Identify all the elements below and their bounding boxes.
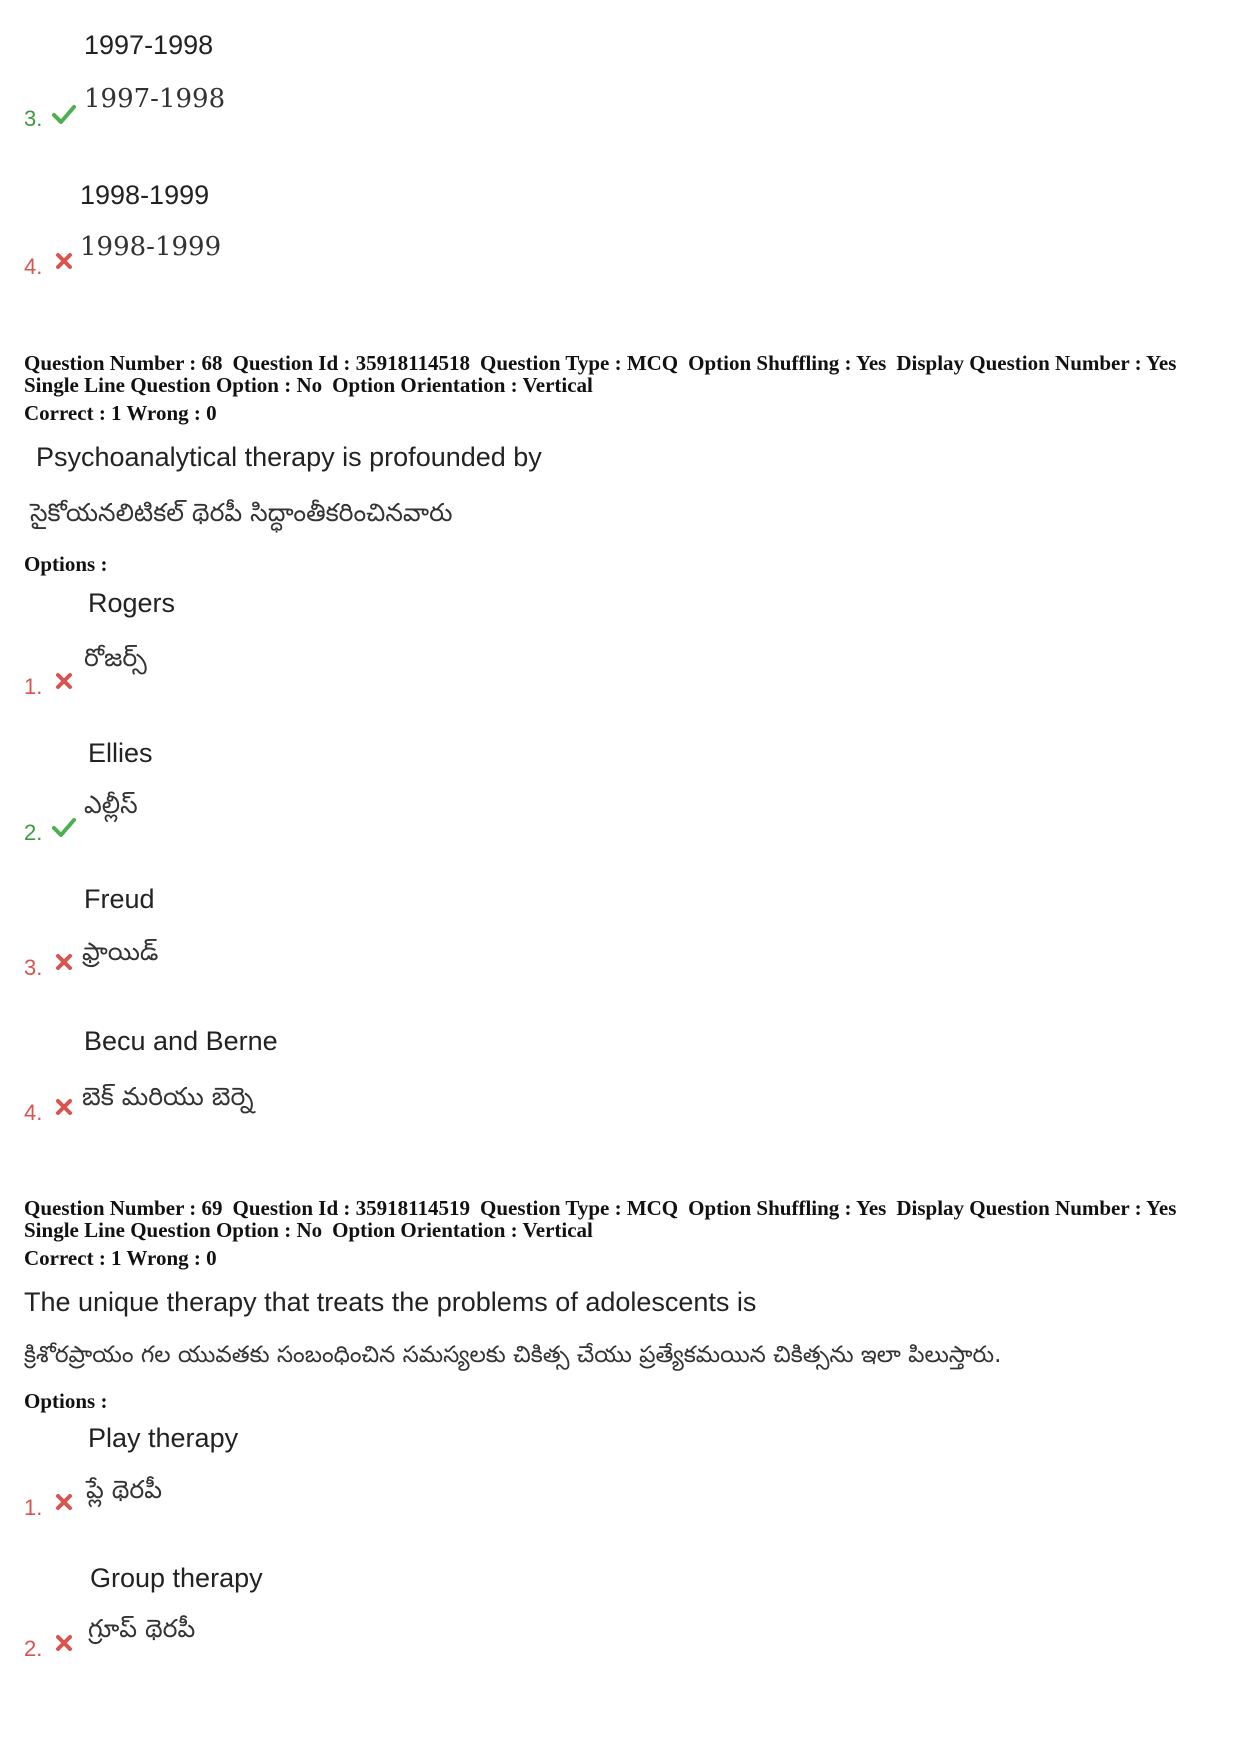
- option-text-te: ఫ్రాయిడ్: [82, 937, 159, 966]
- cross-icon: [52, 1632, 76, 1654]
- option-number: 3.: [24, 106, 43, 131]
- option-number: 4.: [24, 1100, 43, 1125]
- question-marks: Correct : 1 Wrong : 0: [24, 1246, 217, 1270]
- cross-icon: [52, 1491, 76, 1513]
- meta-option-shuffling: Option Shuffling : Yes: [688, 1196, 887, 1220]
- question-text-te: క్రిశోరప్రాయం గల యువతకు సంబంధించిన సమస్యలకు చికిత్స చేయు ప్రత్యేకమయిన చికిత్సను ఇలా పిలుస్తారు.: [24, 1342, 1002, 1368]
- question-text-te: సైకోయనలిటికల్ థెరపీ సిద్ధాంతీకరించినవారు: [30, 498, 453, 527]
- meta-single-line: Single Line Question Option : No: [24, 1218, 323, 1242]
- question-meta-line1: [24, 352, 1186, 374]
- cross-icon: [52, 1096, 76, 1118]
- option-number: 2.: [24, 820, 43, 845]
- check-icon: [52, 816, 76, 838]
- options-label: Options :: [24, 1389, 108, 1413]
- meta-option-shuffling: Option Shuffling : Yes: [688, 351, 887, 375]
- meta-question-number: Question Number : 69: [24, 1196, 223, 1220]
- option-text-en: Freud: [84, 884, 155, 914]
- cross-icon: [52, 250, 76, 272]
- option-text-te: ఎల్లీస్: [84, 790, 138, 819]
- option-text-en: 1997-1998: [84, 30, 214, 60]
- question-text-en: The unique therapy that treats the problems of adolescents is: [24, 1287, 757, 1317]
- option-text-en: Becu and Berne: [84, 1026, 278, 1056]
- option-text-en: 1998-1999: [80, 180, 210, 210]
- meta-question-number: Question Number : 68: [24, 351, 223, 375]
- question-text-en: Psychoanalytical therapy is profounded by: [36, 442, 542, 472]
- question-marks: Correct : 1 Wrong : 0: [24, 401, 217, 425]
- option-number: 2.: [24, 1636, 43, 1661]
- option-text-en: Ellies: [88, 738, 153, 768]
- option-number: 4.: [24, 254, 43, 279]
- cross-icon: [52, 670, 76, 692]
- meta-question-type: Question Type : MCQ: [480, 351, 679, 375]
- option-text-en: Group therapy: [90, 1563, 263, 1593]
- meta-display-number: Display Question Number : Yes: [896, 1196, 1177, 1220]
- option-text-te: బెక్ మరియు బెర్నె: [82, 1082, 254, 1111]
- meta-orientation: Option Orientation : Vertical: [332, 373, 593, 397]
- meta-question-type: Question Type : MCQ: [480, 1196, 679, 1220]
- cross-icon: [52, 951, 76, 973]
- option-text-te: రోజర్స్: [84, 643, 147, 672]
- option-text-alt: 1998-1999: [80, 232, 222, 262]
- option-text-en: Rogers: [88, 588, 176, 618]
- question-meta-line2: [24, 374, 603, 396]
- option-text-alt: 1997-1998: [84, 84, 226, 114]
- meta-display-number: Display Question Number : Yes: [896, 351, 1177, 375]
- option-number: 3.: [24, 955, 43, 980]
- option-number: 1.: [24, 674, 43, 699]
- meta-question-id: Question Id : 35918114519: [232, 1196, 470, 1220]
- options-label: Options :: [24, 552, 108, 576]
- option-text-en: Play therapy: [88, 1423, 239, 1453]
- option-text-te: గ్రూప్ థెరపీ: [88, 1614, 196, 1643]
- question-meta-line2: [24, 1219, 603, 1241]
- option-number: 1.: [24, 1495, 43, 1520]
- meta-question-id: Question Id : 35918114518: [232, 351, 470, 375]
- option-text-te: ప్లే థెరపీ: [86, 1475, 162, 1504]
- question-meta-line1: [24, 1197, 1186, 1219]
- meta-single-line: Single Line Question Option : No: [24, 373, 323, 397]
- meta-orientation: Option Orientation : Vertical: [332, 1218, 593, 1242]
- check-icon: [52, 103, 76, 125]
